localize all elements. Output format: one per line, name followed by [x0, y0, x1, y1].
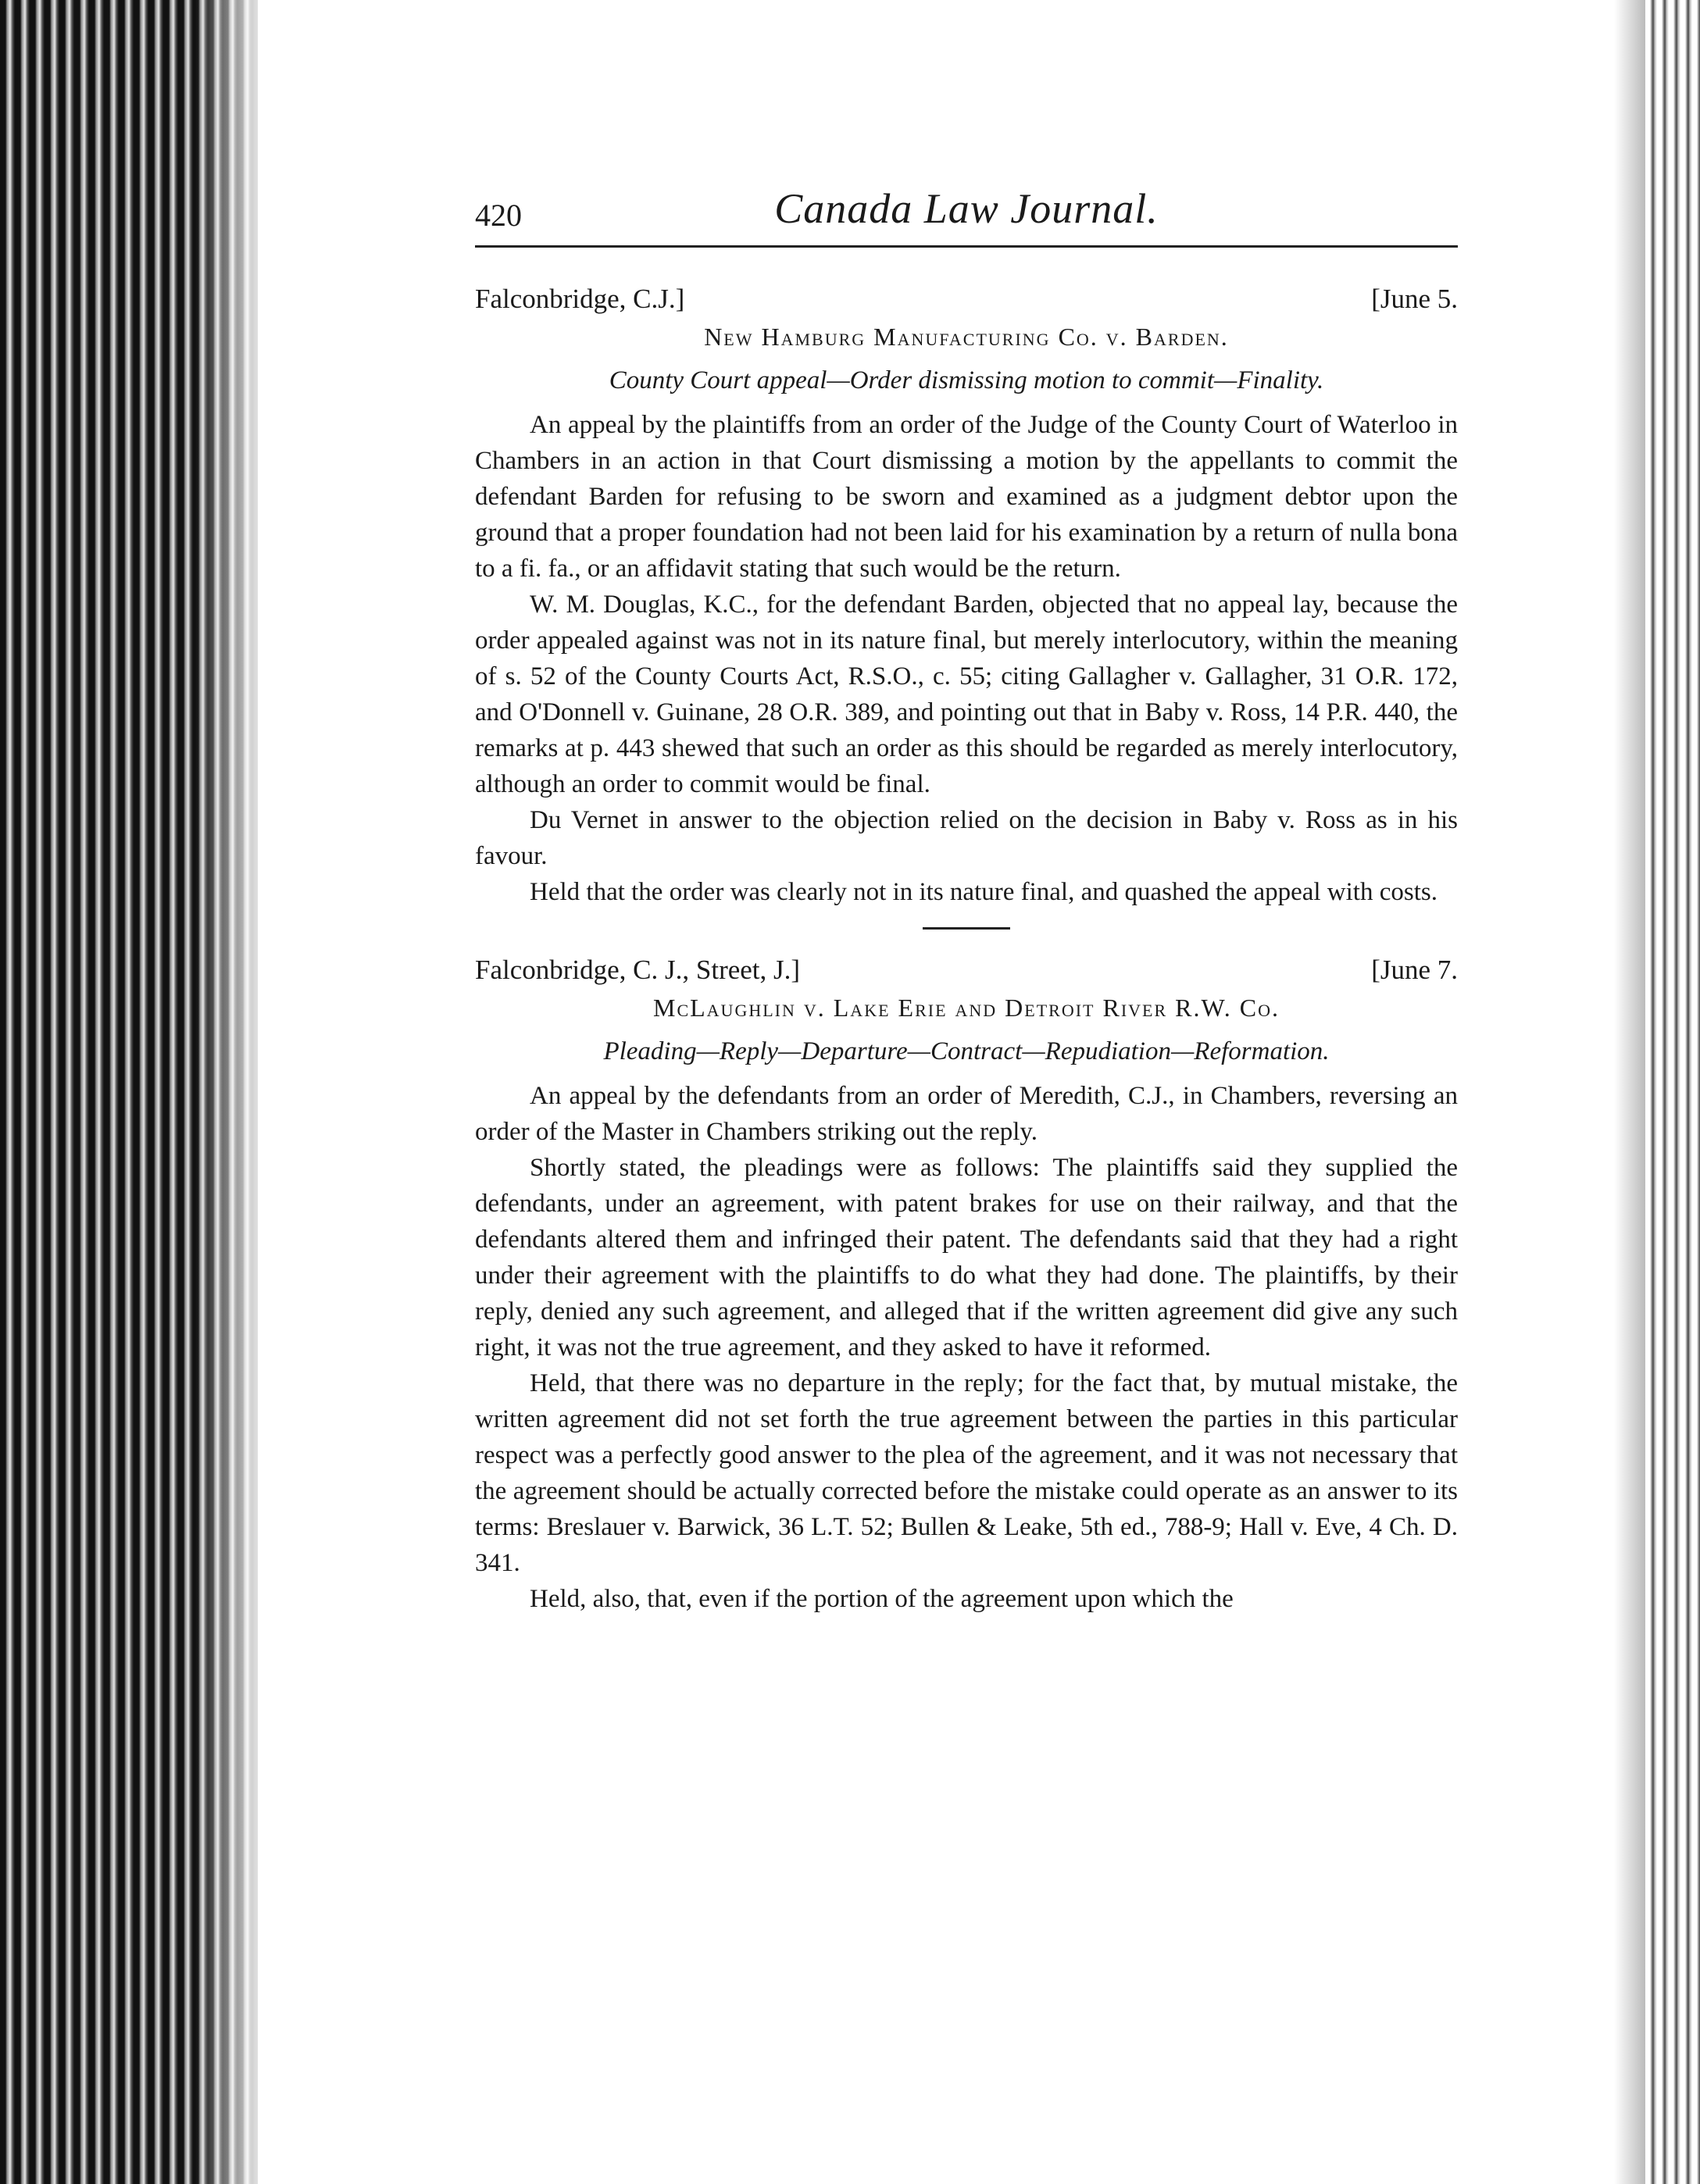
header-rule: [475, 245, 1458, 248]
binding-shadow: [195, 0, 281, 2184]
right-page-edges: [1645, 0, 1700, 2184]
case-paragraph: Held, that there was no departure in the reply; for the fact that, by mutual mistake, the written agreement did not set forth the true agreement between the parties in this particular respect was a perfectly good answer to the plea of the agreement, and it was not necessary that the agreement should be actually corrected before the mistake could operate as an answer to its terms: Breslauer v. Barwick, 36 L.T. 52; Bullen & Leake, 5th ed., 788-9; Hall v. Eve, 4 Ch. D. 341.: [475, 1369, 1458, 1577]
case-mclaughlin: [475, 951, 1458, 1617]
case-date: [June 5.: [1371, 284, 1458, 314]
case-paragraph: Du Vernet in answer to the objection relied on the decision in Baby v. Ross as in his favour.: [475, 806, 1458, 870]
case-new-hamburg: [475, 280, 1458, 910]
case-paragraph: W. M. Douglas, K.C., for the defendant Barden, objected that no appeal lay, because the order appealed against was not in its nature final, but merely interlocutory, within the meaning of s. 52 of the County Courts Act, R.S.O., c. 55; citing Gallagher v. Gallagher, 31 O.R. 172, and O'Donnell v. Guinane, 28 O.R. 389, and pointing out that in Baby v. Ross, 14 P.R. 440, the remarks at p. 443 shewed that such an order as this should be regarded as merely interlocutory, although an order to commit would be final.: [475, 591, 1458, 798]
running-head: [475, 178, 1458, 234]
case-title: McLaughlin v. Lake Erie and Detroit River R.W. Co.: [653, 994, 1280, 1022]
case-headnote: County Court appeal—Order dismissing motion to commit—Finality.: [609, 366, 1324, 394]
case-judge: Falconbridge, C. J., Street, J.]: [475, 955, 801, 985]
case-paragraph: An appeal by the plaintiffs from an order of the Judge of the County Court of Waterloo in Chambers in an action in that Court dismissing a motion by the appellants to commit the defendant Barden for refusing to be sworn and examined as a judgment debtor upon the ground that a proper foundation had not been laid for his examination by a return of nulla bona to a fi. fa., or an affidavit stating that such would be the return.: [475, 411, 1458, 583]
case-judge: Falconbridge, C.J.]: [475, 284, 685, 314]
case-judge-line: [475, 280, 1458, 318]
case-headnote: Pleading—Reply—Departure—Contract—Repudiation—Reformation.: [603, 1037, 1330, 1065]
journal-title: Canada Law Journal.: [774, 185, 1159, 232]
page-edge-shadow: [1614, 0, 1645, 2184]
case-paragraph: Held that the order was clearly not in its nature final, and quashed the appeal with costs.: [530, 878, 1438, 906]
case-date: [June 7.: [1371, 955, 1458, 985]
case-paragraph: Held, also, that, even if the portion of the agreement upon which the: [530, 1585, 1234, 1613]
case-judge-line: [475, 951, 1458, 989]
case-paragraph: Shortly stated, the pleadings were as follows: The plaintiffs said they supplied the defendants, under an agreement, with patent brakes for use on their railway, and that the defendants altered them and infringed their patent. The defendants said that they had a right under their agreement with the plaintiffs to do what they had done. The plaintiffs, by their reply, denied any such agreement, and alleged that if the written agreement did give any such right, it was not the true agreement, and they asked to have it reformed.: [475, 1154, 1458, 1361]
journal-page: [475, 178, 1458, 1617]
case-title: New Hamburg Manufacturing Co. v. Barden.: [704, 323, 1229, 351]
section-divider: [923, 927, 1010, 930]
page-number: 420: [475, 198, 522, 233]
case-paragraph: An appeal by the defendants from an order of Meredith, C.J., in Chambers, reversing an order of the Master in Chambers striking out the reply.: [475, 1082, 1458, 1146]
